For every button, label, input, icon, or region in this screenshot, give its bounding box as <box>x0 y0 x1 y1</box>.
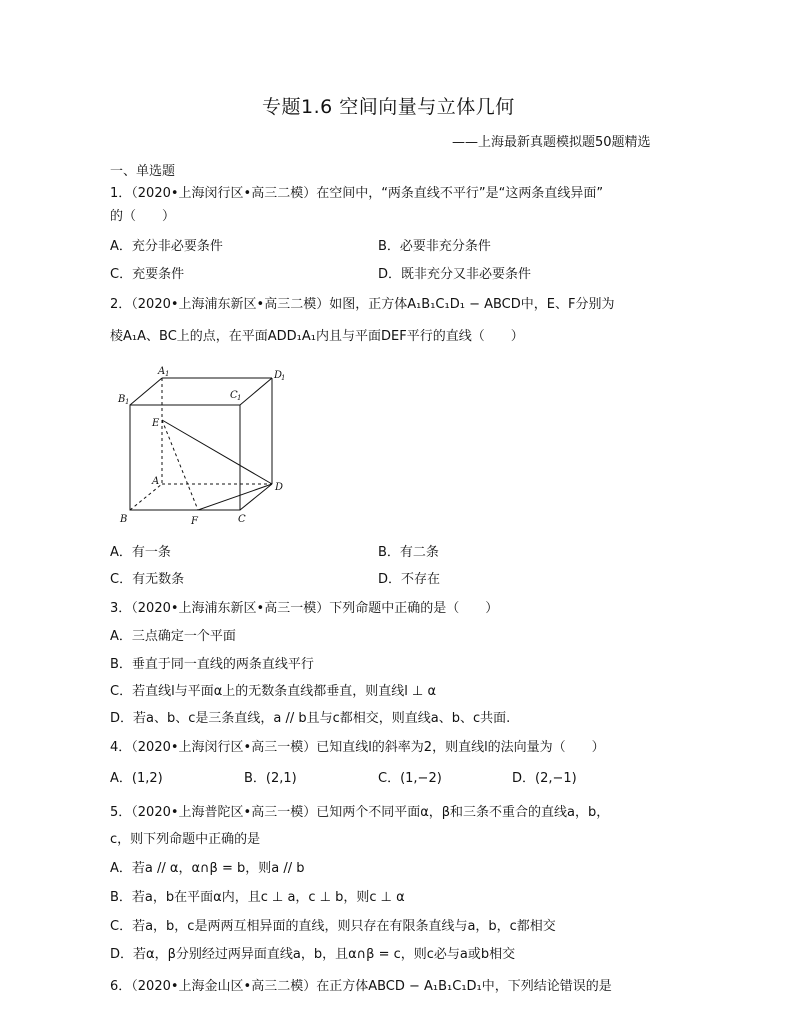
edge-b-a-hidden <box>130 484 162 510</box>
q5-stem-line1: 5．（2020•上海普陀区•高三一模）已知两个不同平面α，β和三条不重合的直线a，b， <box>110 805 610 820</box>
label-d1-sub: 1 <box>281 374 286 382</box>
edge-c-d <box>240 484 272 510</box>
label-a1-sub: 1 <box>165 370 170 378</box>
q1-option-c: C．充要条件 <box>110 267 185 282</box>
q2-option-c: C．有无数条 <box>110 572 185 587</box>
q2-option-b: B．有二条 <box>378 545 439 560</box>
label-f: F <box>191 516 198 527</box>
q1-stem-line1: 1．（2020•上海闵行区•高三二模）在空间中，“两条直线不平行”是“这两条直线异面” <box>110 186 604 201</box>
label-a1: A <box>158 366 166 377</box>
q3-option-d: D．若a、b、c是三条直线，a // b且与c都相交，则直线a、b、c共面. <box>110 711 511 726</box>
cube-front-face <box>130 405 240 510</box>
label-b1-sub: 1 <box>125 398 130 406</box>
page-subtitle: ——上海最新真题模拟题50题精选 <box>452 135 651 150</box>
segment-d-f <box>198 484 272 510</box>
q1-option-d: D．既非充分又非必要条件 <box>378 267 532 282</box>
q3-stem-line1: 3．（2020•上海浦东新区•高三一模）下列命题中正确的是（ ） <box>110 601 499 616</box>
segment-e-f-hidden <box>162 420 198 510</box>
q4-option-a: A．(1,2) <box>110 771 163 786</box>
q3-option-b: B．垂直于同一直线的两条直线平行 <box>110 657 314 672</box>
q2-stem-line1: 2．（2020•上海浦东新区•高三二模）如图，正方体A₁B₁C₁D₁ − ABCD中，E、F分别为 <box>110 297 615 312</box>
label-d1: D <box>274 370 283 381</box>
label-c1-sub: 1 <box>237 394 242 402</box>
label-d: D <box>275 482 284 493</box>
label-e: E <box>152 418 160 429</box>
q6-stem-line1: 6．（2020•上海金山区•高三二模）在正方体ABCD − A₁B₁C₁D₁中，下列结论错误的是 <box>110 979 612 994</box>
cube-figure <box>108 362 298 532</box>
q4-stem-line1: 4．（2020•上海闵行区•高三一模）已知直线l的斜率为2，则直线l的法向量为（ ） <box>110 740 605 755</box>
q4-option-b: B．(2,1) <box>244 771 297 786</box>
label-b1: B <box>118 394 126 405</box>
q1-option-b: B．必要非充分条件 <box>378 239 491 254</box>
q5-stem-line2: c，则下列命题中正确的是 <box>110 832 261 847</box>
q4-option-d: D．(2,−1) <box>512 771 577 786</box>
label-c: C <box>238 514 246 525</box>
edge-b1-a1 <box>130 378 162 405</box>
q3-option-c: C．若直线l与平面α上的无数条直线都垂直，则直线l ⊥ α <box>110 684 437 699</box>
q4-option-c: C．(1,−2) <box>378 771 442 786</box>
q3-option-a: A．三点确定一个平面 <box>110 629 236 644</box>
page-title: 专题1.6 空间向量与立体几何 <box>262 96 515 118</box>
segment-e-d <box>162 420 272 484</box>
q2-option-d: D．不存在 <box>378 572 441 587</box>
q5-option-a: A．若a // α，α∩β = b，则a // b <box>110 861 305 876</box>
label-a: A <box>152 476 160 487</box>
q1-option-a: A．充分非必要条件 <box>110 239 223 254</box>
label-b: B <box>120 514 128 525</box>
edge-c1-d1 <box>240 378 272 405</box>
q5-option-b: B．若a，b在平面α内，且c ⊥ a，c ⊥ b，则c ⊥ α <box>110 890 405 905</box>
q5-option-c: C．若a，b，c是两两互相异面的直线，则只存在有限条直线与a，b，c都相交 <box>110 919 556 934</box>
label-c1: C <box>230 390 238 401</box>
section-heading: 一、单选题 <box>110 164 176 179</box>
q2-stem-line2: 棱A₁A、BC上的点，在平面ADD₁A₁内且与平面DEF平行的直线（ ） <box>110 329 524 344</box>
q1-stem-line2: 的（ ） <box>110 209 176 224</box>
q2-option-a: A．有一条 <box>110 545 171 560</box>
q5-option-d: D．若α，β分别经过两异面直线a，b，且α∩β = c，则c必与a或b相交 <box>110 947 516 962</box>
